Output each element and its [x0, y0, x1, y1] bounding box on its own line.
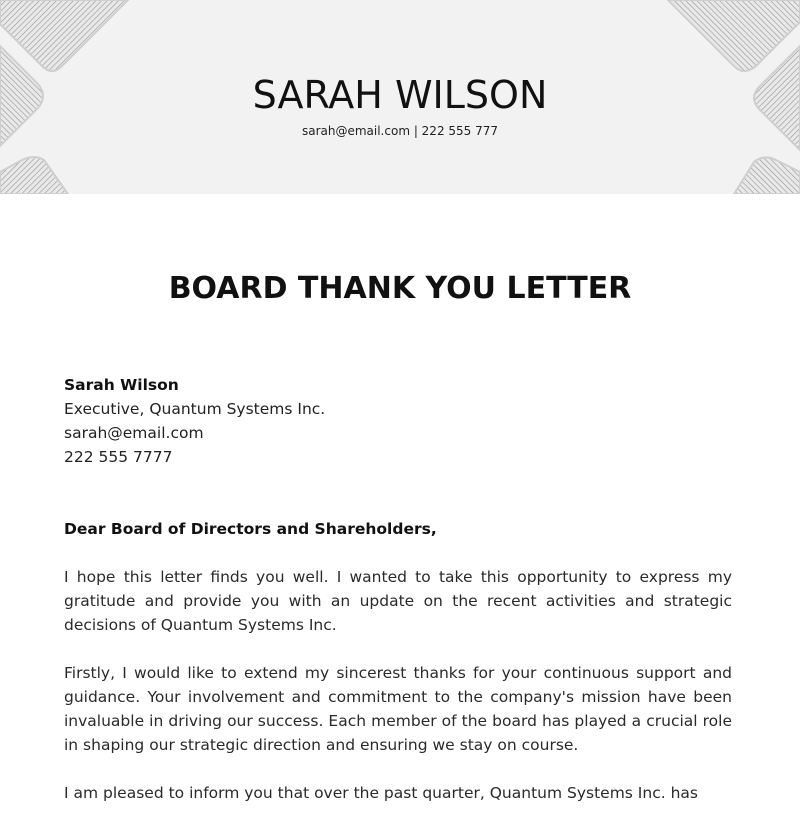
pattern-shape-right-bottom: [734, 157, 800, 194]
letterhead-name: SARAH WILSON: [252, 73, 548, 117]
letterhead-header: [0, 0, 800, 194]
sender-email: sarah@email.com: [64, 424, 204, 442]
sender-position: Executive, Quantum Systems Inc.: [64, 400, 326, 418]
sender-phone: 222 555 7777: [64, 448, 173, 466]
sender-name: Sarah Wilson: [64, 376, 179, 394]
letter-paragraph: Firstly, I would like to extend my sincerest thanks for your continuous support and guidance. Your involvement and commitment to the company's mission have been invaluable in driving our success. Each member of the board has played a crucial role in shaping our strategic direction and ensuring we stay on course.: [64, 664, 732, 754]
letter-paragraph: I am pleased to inform you that over the past quarter, Quantum Systems Inc. has: [64, 784, 698, 802]
pattern-shape-left-bottom: [0, 157, 68, 194]
pattern-shape-right-top: [668, 0, 800, 71]
letter-body: [64, 517, 732, 829]
letter-paragraph: I hope this letter finds you well. I wanted to take this opportunity to express my gratitude and provide you with an update on the recent activities and strategic decisions of Quantum Systems Inc.: [64, 568, 732, 634]
letter-salutation: Dear Board of Directors and Shareholders,: [64, 520, 437, 538]
document-title: BOARD THANK YOU LETTER: [168, 271, 632, 306]
pattern-shape-left-top: [0, 0, 128, 71]
sender-block: [64, 373, 736, 469]
letterhead-contact: sarah@email.com | 222 555 777: [301, 124, 499, 138]
